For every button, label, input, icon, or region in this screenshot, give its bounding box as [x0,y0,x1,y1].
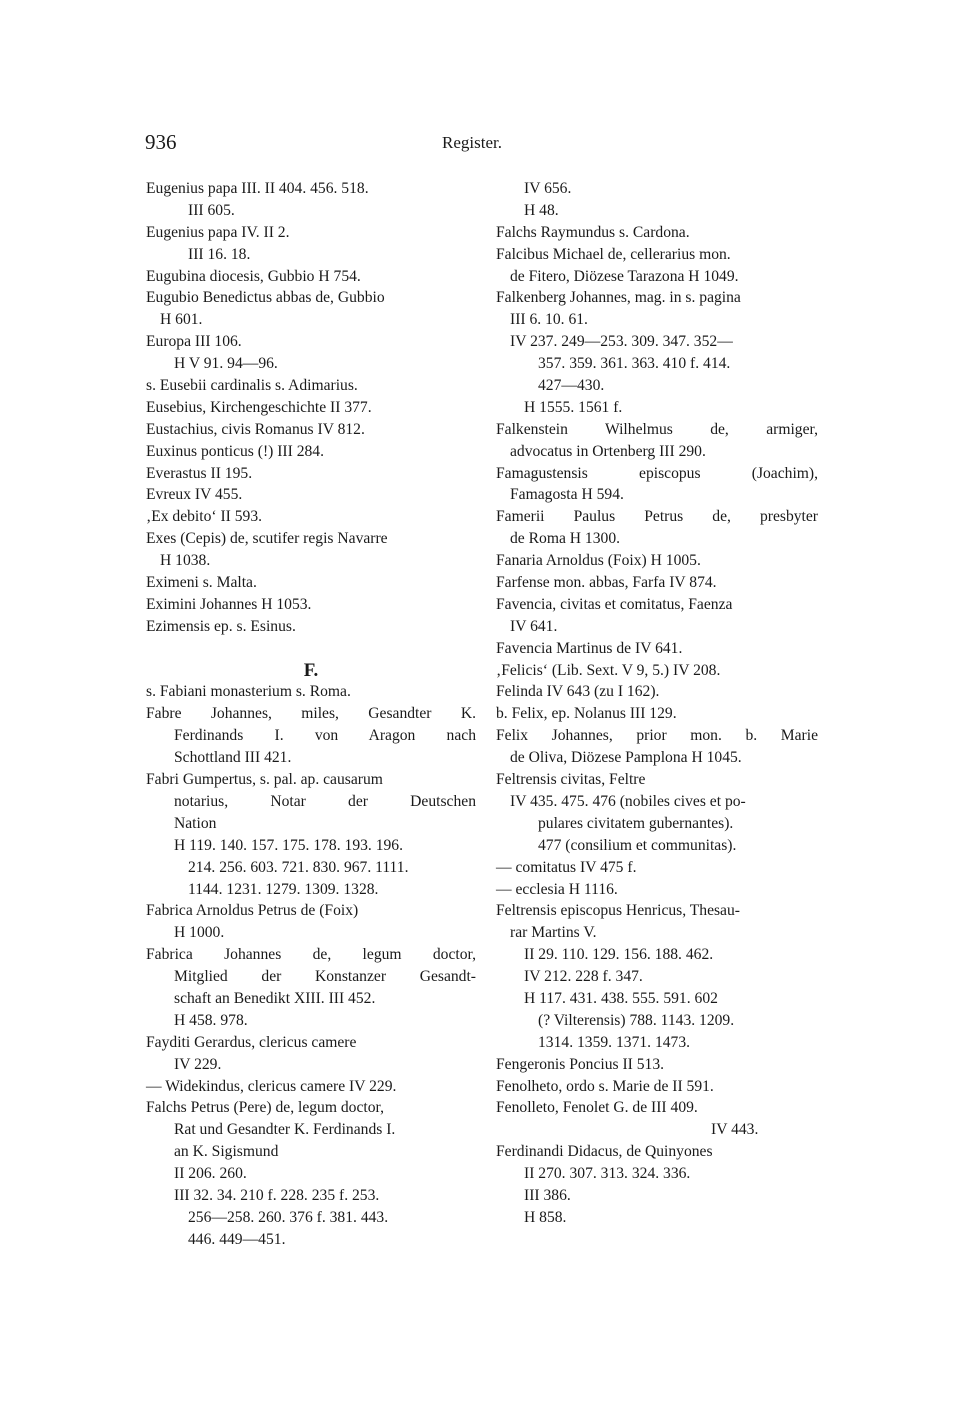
index-entry: Eximini Johannes H 1053. [146,595,312,613]
index-entry: Favencia Martinus de IV 641. [496,639,683,657]
index-entry: Europa III 106. [146,333,242,351]
index-entry: Fanaria Arnoldus (Foix) H 1005. [496,552,701,570]
index-entry: Feltrensis episcopus Henricus, Thesau- [496,902,740,920]
index-entry-continuation: H 1555. 1561 f. [524,398,623,416]
index-entry: s. Fabiani monasterium s. Roma. [146,683,351,701]
index-entry-continuation: III 386. [524,1186,571,1204]
index-entry: Everastus II 195. [146,464,253,482]
index-entry-continuation: H 601. [160,311,203,329]
index-entry: Ferdinandi Didacus, de Quinyones [496,1143,713,1161]
index-entry-continuation: III 605. [188,201,235,219]
index-entry-continuation: II 29. 110. 129. 156. 188. 462. [524,946,714,964]
index-entry-continuation: an K. Sigismund [174,1143,279,1161]
index-entry-continuation: III 32. 34. 210 f. 228. 235 f. 253. [174,1186,380,1204]
index-entry: Famagustensis episcopus (Joachim), [496,464,818,482]
index-entry-continuation: rar Martins V. [510,924,597,942]
index-entry: Famerii Paulus Petrus de, presbyter [496,508,818,526]
index-entry-continuation: 256—258. 260. 376 f. 381. 443. [188,1208,389,1226]
index-entry: ‚Ex debito‘ II 593. [146,508,263,526]
index-entry: Falchs Petrus (Pere) de, legum doctor, [146,1099,384,1117]
index-entry: Feltrensis civitas, Feltre [496,771,646,789]
index-entry: Eusebius, Kirchengeschichte II 377. [146,398,372,416]
index-entry: Eustachius, civis Romanus IV 812. [146,420,365,438]
index-entry: Eugubio Benedictus abbas de, Gubbio [146,289,385,307]
index-entry: Evreux IV 455. [146,486,243,504]
index-entry-continuation: IV 229. [174,1055,222,1073]
index-entry-continuation: IV 656. [524,180,572,197]
right-column [496,178,818,1229]
index-entry-continuation: IV 237. 249—253. 309. 347. 352— [510,333,733,351]
index-entry-continuation: H 1000. [174,924,225,942]
section-heading: F. [303,659,319,681]
index-entry-continuation: H V 91. 94—96. [174,355,278,373]
index-entry: Falkenstein Wilhelmus de, armiger, [496,420,818,438]
index-entry: Eugenius papa IV. II 2. [146,223,290,241]
index-entry: Fengeronis Poncius II 513. [496,1055,665,1073]
index-entry-continuation: de Roma H 1300. [510,530,621,548]
index-entry: Ezimensis ep. s. Esinus. [146,617,296,635]
index-entry: Fabri Gumpertus, s. pal. ap. causarum [146,771,383,789]
index-entry: Eugubina diocesis, Gubbio H 754. [146,267,361,285]
index-entry-continuation: IV 212. 228 f. 347. [524,968,643,986]
index-entry-continuation: (? Vilterensis) 788. 1143. 1209. [538,1011,735,1029]
index-entry: Exes (Cepis) de, scutifer regis Navarre [146,530,388,548]
index-entry-continuation: H 1038. [160,552,211,570]
index-entry-continuation: Rat und Gesandter K. Ferdinands I. [174,1121,396,1139]
left-column [146,178,476,1251]
index-entry-continuation: schaft an Benedikt XIII. III 452. [174,989,376,1007]
index-entry-continuation: III 6. 10. 61. [510,311,588,329]
index-entry-continuation: IV 443. [711,1121,759,1139]
index-entry-continuation: Schottland III 421. [174,749,292,767]
index-entry: b. Felix, ep. Nolanus III 129. [496,705,677,723]
index-entry-continuation: 446. 449—451. [188,1230,286,1248]
index-entry: Falkenberg Johannes, mag. in s. pagina [496,289,741,307]
index-entry-continuation: de Oliva, Diözese Pamplona H 1045. [510,749,742,767]
index-entry: Falcibus Michael de, cellerarius mon. [496,245,731,263]
index-entry: Eximeni s. Malta. [146,574,257,592]
index-entry: Falchs Raymundus s. Cardona. [496,223,690,241]
index-entry: Felinda IV 643 (zu I 162). [496,683,660,701]
index-entry-continuation: advocatus in Ortenberg III 290. [510,442,706,460]
index-entry: Farfense mon. abbas, Farfa IV 874. [496,574,717,592]
running-head: Register. [442,133,502,152]
index-entry: Fabrica Arnoldus Petrus de (Foix) [146,902,359,920]
index-entry-continuation: 214. 256. 603. 721. 830. 967. 1111. [188,858,409,876]
index-entry-continuation: H 858. [524,1208,567,1226]
index-entry-continuation: Nation [174,814,217,832]
index-entry: Eugenius papa III. II 404. 456. 518. [146,180,369,197]
index-entry-continuation: II 206. 260. [174,1165,247,1183]
index-entry: Fayditi Gerardus, clericus camere [146,1033,357,1051]
index-entry: — comitatus IV 475 f. [496,858,637,876]
index-entry: Fenolheto, ordo s. Marie de II 591. [496,1077,714,1095]
index-entry-continuation: Famagosta H 594. [510,486,624,504]
index-entry-continuation: Ferdinands I. von Aragon nach [174,727,476,745]
index-entry-continuation: pulares civitatem gubernantes). [538,814,734,832]
index-entry-continuation: H 458. 978. [174,1011,248,1029]
index-entry-continuation: H 48. [524,201,559,219]
index-entry-continuation: 357. 359. 361. 363. 410 f. 414. [538,355,731,373]
index-entry-continuation: 1314. 1359. 1371. 1473. [538,1033,691,1051]
index-entry-continuation: II 270. 307. 313. 324. 336. [524,1165,691,1183]
index-entry-continuation: H 117. 431. 438. 555. 591. 602 [524,989,718,1007]
index-entry-continuation: 1144. 1231. 1279. 1309. 1328. [188,880,379,898]
index-entry-continuation: de Fitero, Diözese Tarazona H 1049. [510,267,739,285]
index-entry-continuation: IV 641. [510,617,558,635]
index-entry: Euxinus ponticus (!) III 284. [146,442,324,460]
index-entry-continuation: IV 435. 475. 476 (nobiles cives et po- [510,792,746,810]
index-entry-continuation: Mitglied der Konstanzer Gesandt- [174,968,476,986]
index-entry-continuation: 477 (consilium et communitas). [538,836,737,854]
index-entry: Fenolleto, Fenolet G. de III 409. [496,1099,698,1117]
index-entry: Favencia, civitas et comitatus, Faenza [496,595,733,613]
index-entry-continuation: III 16. 18. [188,245,251,263]
index-entry: ‚Felicis‘ (Lib. Sext. V 9, 5.) IV 208. [496,661,721,679]
index-entry: Felix Johannes, prior mon. b. Marie [496,727,818,745]
index-entry: — ecclesia H 1116. [496,880,618,898]
index-entry: Fabre Johannes, miles, Gesandter K. [146,705,476,723]
index-entry [146,638,476,660]
index-entry-continuation: H 119. 140. 157. 175. 178. 193. 196. [174,836,403,854]
index-entry-continuation: notarius, Notar der Deutschen [174,792,476,810]
index-entry-continuation: 427—430. [538,377,605,395]
index-entry: Fabrica Johannes de, legum doctor, [146,946,476,964]
index-entry: s. Eusebii cardinalis s. Adimarius. [146,377,358,395]
index-entry: — Widekindus, clericus camere IV 229. [146,1077,397,1095]
page-number: 936 [145,130,177,154]
